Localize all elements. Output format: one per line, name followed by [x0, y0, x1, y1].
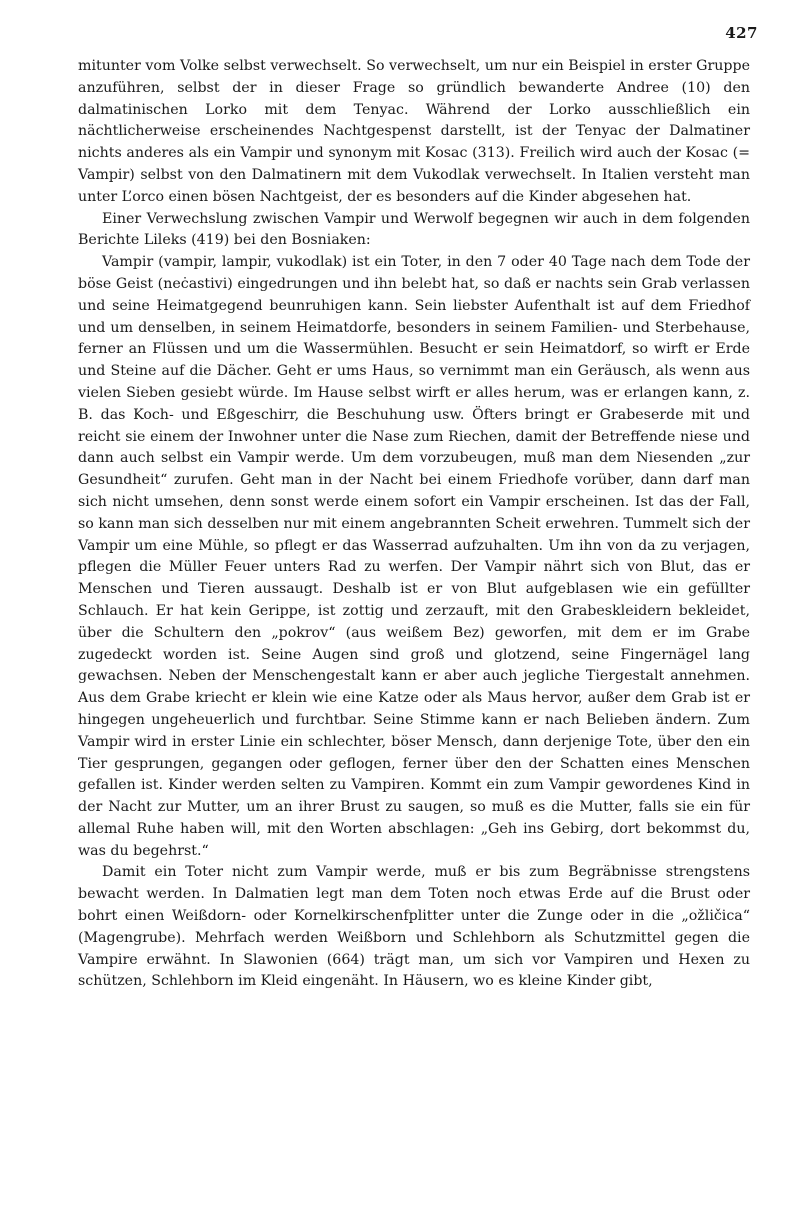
paragraph-4: Damit ein Toter nicht zum Vampir werde, muß er bis zum Begräbnisse strengstens bewacht werden. In Dalmatien legt man dem Toten noch etwas Erde auf die Brust oder bohrt einen Weißdorn- oder Kornelkirschenfplitter unter die Zunge oder in die „ožličica“ (Magengrube). Mehrfach werden Weißborn und Schlehborn als Schutzmittel gegen die Vampire erwähnt. In Slawonien (664) trägt man, um sich vor Vampiren und Hexen zu schützen, Schlehborn im Kleid eingenäht. In Häusern, wo es kleine Kinder gibt,	[78, 864, 750, 990]
body-text	[78, 56, 750, 993]
page-number: 427	[725, 24, 758, 42]
paragraph-3-quoted-report: Vampir (vampir, lampir, vukodlak) ist ein Toter, in den 7 oder 40 Tage nach dem Tode der böse Geist (neċastivi) eingedrungen und ihn belebt hat, so daß er nachts sein Grab verlassen und seine Heimatgegend beunruhigen kann. Sein liebster Aufenthalt ist auf dem Friedhof und um denselben, in seinem Heimatdorfe, besonders in seinem Familien- und Sterbehause, ferner an Flüssen und um die Wassermühlen. Besucht er sein Heimatdorf, so wirft er Erde und Steine auf die Dächer. Geht er ums Haus, so vernimmt man ein Geräusch, als wenn aus vielen Sieben gesiebt würde. Im Hause selbst wirft er alles herum, was er erlangen kann, z. B. das Koch- und Eßgeschirr, die Beschuhung usw. Öfters bringt er Grabeserde mit und reicht sie einem der Inwohner unter die Nase zum Riechen, damit der Betreffende niese und dann auch selbst ein Vampir werde. Um dem vorzubeugen, muß man dem Niesenden „zur Gesundheit“ zurufen. Geht man in der Nacht bei einem Friedhofe vorüber, dann darf man sich nicht umsehen, denn sonst werde einem sofort ein Vampir erscheinen. Ist das der Fall, so kann man sich desselben nur mit einem angebrannten Scheit erwehren. Tummelt sich der Vampir um eine Mühle, so pflegt er das Wasserrad aufzuhalten. Um ihn von da zu verjagen, pflegen die Müller Feuer unters Rad zu werfen. Der Vampir nährt sich von Blut, das er Menschen und Tieren aussaugt. Deshalb ist er von Blut aufgeblasen wie ein gefüllter Schlauch. Er hat kein Gerippe, ist zottig und zerzauft, mit den Grabeskleidern bekleidet, über die Schultern den „pokrov“ (aus weißem Bez) geworfen, mit dem er im Grabe zugedeckt worden ist. Seine Augen sind groß und glotzend, seine Fingernägel lang gewachsen. Neben der Menschengestalt kann er aber auch jegliche Tiergestalt annehmen. Aus dem Grabe kriecht er klein wie eine Katze oder als Maus hervor, außer dem Grab ist er hingegen ungeheuerlich und furchtbar. Seine Stimme kann er nach Belieben ändern. Zum Vampir wird in erster Linie ein schlechter, böser Mensch, dann derjenige Tote, über den ein Tier gesprungen, gegangen oder geflogen, ferner über den der Schatten eines Menschen gefallen ist. Kinder werden selten zu Vampiren. Kommt ein zum Vampir gewordenes Kind in der Nacht zur Mutter, um an ihrer Brust zu saugen, so muß es die Mutter, falls sie ein für allemal Ruhe haben will, mit den Worten abschlagen: „Geh ins Gebirg, dort bekommst du, was du begehrst.“	[78, 254, 750, 859]
paragraph-1: mitunter vom Volke selbst verwechselt. So verwechselt, um nur ein Beispiel in erster Gruppe anzuführen, selbst der in dieser Frage so gründlich bewanderte Andree (10) den dalmatinischen Lorko mit dem Tenyac. Während der Lorko ausschließlich ein nächtlicherweise erscheinendes Nachtgespenst darstellt, ist der Tenyac der Dalmatiner nichts anderes als ein Vampir und synonym mit Kosac (313). Freilich wird auch der Kosac (= Vampir) selbst von den Dalmatinern mit dem Vukodlak verwechselt. In Italien versteht man unter L’orco einen bösen Nachtgeist, der es besonders auf die Kinder abgesehen hat.	[78, 58, 750, 205]
paragraph-2: Einer Verwechslung zwischen Vampir und Werwolf begegnen wir auch in dem folgenden Berichte Lileks (419) bei den Bosniaken:	[78, 210, 750, 249]
